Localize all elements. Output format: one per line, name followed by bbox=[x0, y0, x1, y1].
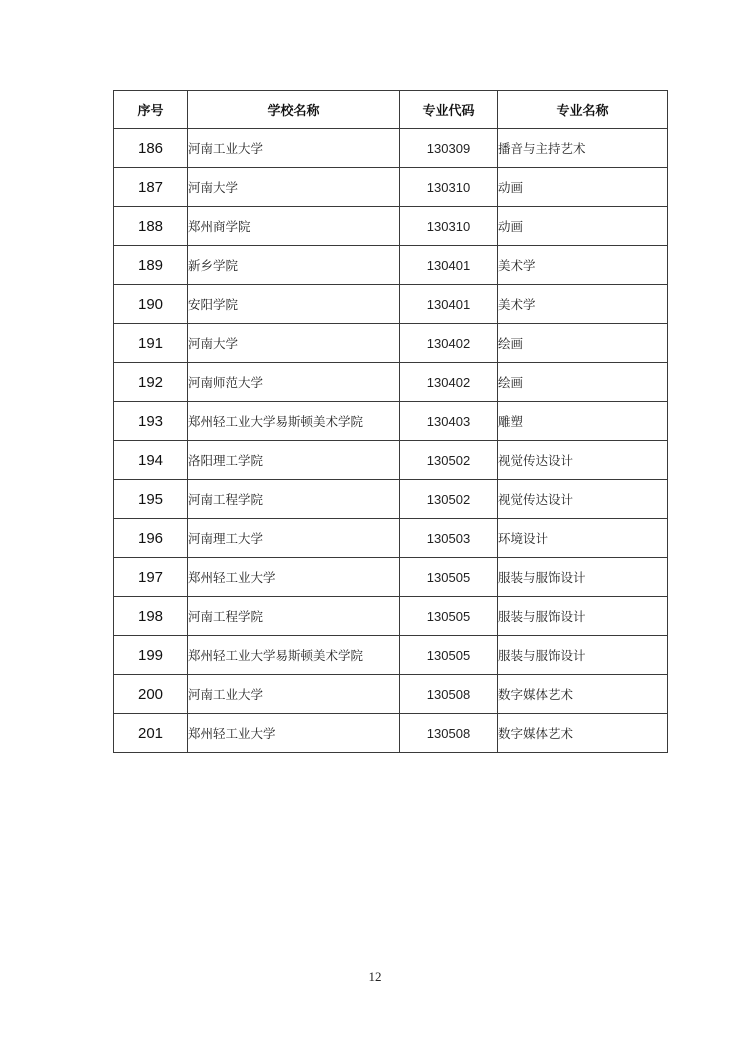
cell-major-name: 绘画 bbox=[498, 363, 668, 402]
table-row bbox=[114, 363, 668, 402]
cell-seq: 193 bbox=[114, 402, 188, 441]
cell-major-name: 服装与服饰设计 bbox=[498, 636, 668, 675]
cell-major-code: 130401 bbox=[400, 285, 498, 324]
cell-seq: 196 bbox=[114, 519, 188, 558]
cell-major-name: 环境设计 bbox=[498, 519, 668, 558]
cell-major-code: 130403 bbox=[400, 402, 498, 441]
cell-major-name: 美术学 bbox=[498, 246, 668, 285]
cell-major-code: 130505 bbox=[400, 558, 498, 597]
cell-major-code: 130505 bbox=[400, 597, 498, 636]
cell-seq: 200 bbox=[114, 675, 188, 714]
cell-major-code: 130310 bbox=[400, 168, 498, 207]
cell-school-name: 河南大学 bbox=[188, 324, 400, 363]
table-row bbox=[114, 246, 668, 285]
table-row bbox=[114, 675, 668, 714]
cell-seq: 188 bbox=[114, 207, 188, 246]
cell-school-name: 河南工业大学 bbox=[188, 129, 400, 168]
table-row bbox=[114, 324, 668, 363]
cell-seq: 195 bbox=[114, 480, 188, 519]
table-row bbox=[114, 558, 668, 597]
cell-seq: 189 bbox=[114, 246, 188, 285]
cell-major-code: 130508 bbox=[400, 675, 498, 714]
majors-table bbox=[113, 90, 668, 753]
cell-major-code: 130503 bbox=[400, 519, 498, 558]
cell-school-name: 河南工业大学 bbox=[188, 675, 400, 714]
cell-seq: 192 bbox=[114, 363, 188, 402]
table-row bbox=[114, 285, 668, 324]
cell-school-name: 郑州轻工业大学易斯顿美术学院 bbox=[188, 636, 400, 675]
cell-major-code: 130402 bbox=[400, 324, 498, 363]
cell-seq: 201 bbox=[114, 714, 188, 753]
table-body bbox=[114, 129, 668, 753]
cell-school-name: 郑州轻工业大学易斯顿美术学院 bbox=[188, 402, 400, 441]
cell-major-name: 雕塑 bbox=[498, 402, 668, 441]
cell-school-name: 河南工程学院 bbox=[188, 597, 400, 636]
cell-major-name: 动画 bbox=[498, 207, 668, 246]
cell-major-name: 动画 bbox=[498, 168, 668, 207]
cell-major-code: 130502 bbox=[400, 480, 498, 519]
table-header-row bbox=[114, 91, 668, 129]
cell-seq: 197 bbox=[114, 558, 188, 597]
cell-school-name: 新乡学院 bbox=[188, 246, 400, 285]
cell-seq: 190 bbox=[114, 285, 188, 324]
cell-school-name: 郑州商学院 bbox=[188, 207, 400, 246]
table-row bbox=[114, 441, 668, 480]
cell-major-name: 播音与主持艺术 bbox=[498, 129, 668, 168]
cell-seq: 187 bbox=[114, 168, 188, 207]
cell-school-name: 郑州轻工业大学 bbox=[188, 714, 400, 753]
cell-school-name: 郑州轻工业大学 bbox=[188, 558, 400, 597]
table-row bbox=[114, 168, 668, 207]
cell-major-name: 美术学 bbox=[498, 285, 668, 324]
cell-major-code: 130505 bbox=[400, 636, 498, 675]
cell-major-name: 数字媒体艺术 bbox=[498, 714, 668, 753]
cell-school-name: 河南工程学院 bbox=[188, 480, 400, 519]
cell-major-name: 数字媒体艺术 bbox=[498, 675, 668, 714]
cell-school-name: 河南理工大学 bbox=[188, 519, 400, 558]
table-header bbox=[114, 91, 668, 129]
cell-school-name: 河南师范大学 bbox=[188, 363, 400, 402]
cell-major-name: 绘画 bbox=[498, 324, 668, 363]
header-seq: 序号 bbox=[114, 91, 188, 129]
cell-major-name: 服装与服饰设计 bbox=[498, 558, 668, 597]
cell-major-name: 服装与服饰设计 bbox=[498, 597, 668, 636]
cell-major-name: 视觉传达设计 bbox=[498, 480, 668, 519]
cell-school-name: 洛阳理工学院 bbox=[188, 441, 400, 480]
cell-major-code: 130309 bbox=[400, 129, 498, 168]
header-major-name: 专业名称 bbox=[498, 91, 668, 129]
cell-school-name: 河南大学 bbox=[188, 168, 400, 207]
table-row bbox=[114, 480, 668, 519]
cell-major-name: 视觉传达设计 bbox=[498, 441, 668, 480]
cell-seq: 191 bbox=[114, 324, 188, 363]
table-row bbox=[114, 597, 668, 636]
cell-major-code: 130401 bbox=[400, 246, 498, 285]
table-row bbox=[114, 519, 668, 558]
cell-major-code: 130310 bbox=[400, 207, 498, 246]
table-row bbox=[114, 129, 668, 168]
cell-school-name: 安阳学院 bbox=[188, 285, 400, 324]
header-major-code: 专业代码 bbox=[400, 91, 498, 129]
cell-major-code: 130502 bbox=[400, 441, 498, 480]
cell-major-code: 130402 bbox=[400, 363, 498, 402]
cell-seq: 186 bbox=[114, 129, 188, 168]
table-row bbox=[114, 636, 668, 675]
table-row bbox=[114, 207, 668, 246]
header-school-name: 学校名称 bbox=[188, 91, 400, 129]
cell-seq: 194 bbox=[114, 441, 188, 480]
table-row bbox=[114, 714, 668, 753]
page-number: 12 bbox=[368, 969, 382, 984]
cell-seq: 199 bbox=[114, 636, 188, 675]
cell-major-code: 130508 bbox=[400, 714, 498, 753]
cell-seq: 198 bbox=[114, 597, 188, 636]
table-row bbox=[114, 402, 668, 441]
